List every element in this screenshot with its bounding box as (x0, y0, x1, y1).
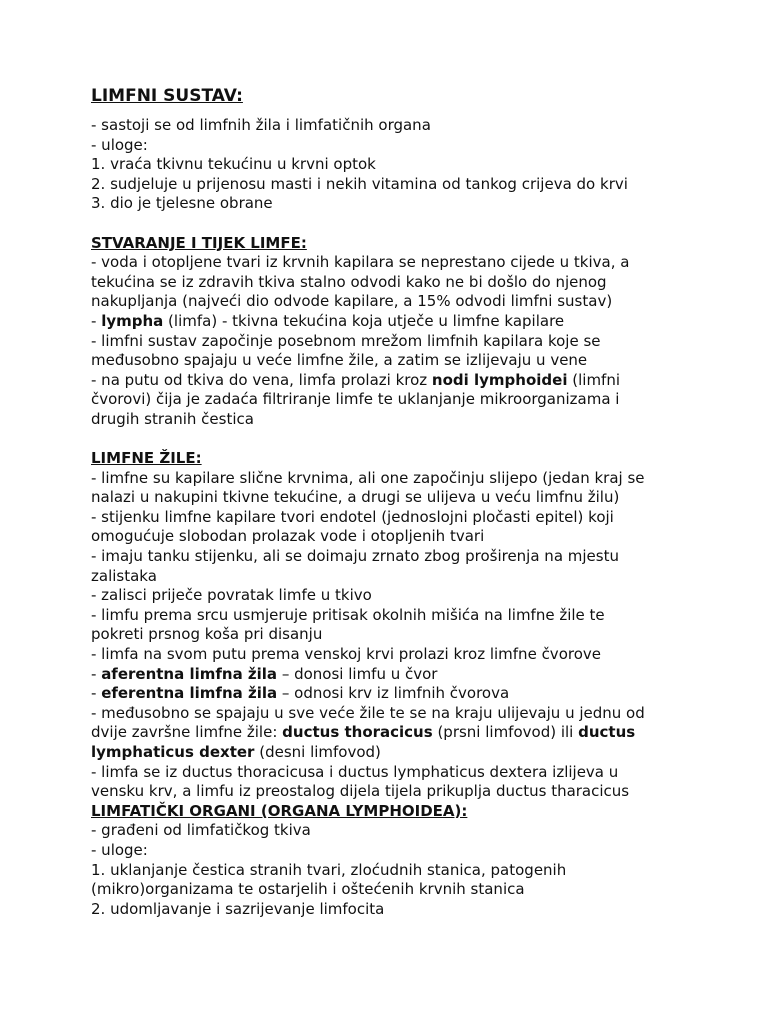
text-line (91, 371, 701, 391)
text-line (91, 665, 701, 685)
text-run: (limfa) - tkivna tekućina koja utječe u limfne kapilare (163, 311, 565, 330)
text-run: - (91, 684, 102, 703)
text-run: (limfni (567, 370, 621, 389)
text-line: - limfu prema srcu usmjeruje pritisak okolnih mišića na limfne žile te (91, 605, 605, 624)
text-line: - limfa na svom putu prema venskoj krvi prolazi kroz limfne čvorove (91, 645, 601, 664)
term-ductus-thoracicus: ductus thoracicus (282, 723, 433, 742)
text-line: - uloge: (91, 840, 148, 859)
text-line: (mikro)organizama te ostarjelih i oštećenih krvnih stanica (91, 880, 525, 899)
paragraph-gap (91, 214, 701, 234)
term-aferentna: aferentna limfna žila (101, 664, 278, 683)
text-line: - limfne su kapilare slične krvnima, ali one započinju slijepo (jedan kraj se (91, 468, 645, 487)
text-run: - (91, 664, 102, 683)
text-line: - limfa se iz ductus thoracicusa i ductus lymphaticus dextera izlijeva u (91, 762, 619, 781)
text-line: - imaju tanku stijenku, ali se doimaju zrnato zbog proširenja na mjestu (91, 547, 619, 566)
text-line: tekućina se iz zdravih tkiva stalno odvodi kako ne bi došlo do njenog (91, 272, 607, 291)
text-run: (desni limfovod) (254, 743, 381, 761)
text-line: 2. udomljavanje i sazrijevanje limfocita (91, 899, 385, 918)
intro-line: 2. sudjeluje u prijenosu masti i nekih vitamina od tankog crijeva do krvi (91, 174, 628, 193)
text-line: - građeni od limfatičkog tkiva (91, 821, 311, 840)
text-line: - međusobno se spajaju u sve veće žile te se na kraju ulijevaju u jednu od (91, 703, 645, 722)
text-line: vensku krv, a limfu iz preostalog dijela tijela prikuplja ductus tharacicus (91, 782, 630, 801)
text-line: - limfni sustav započinje posebnom mrežom limfnih kapilara koje se (91, 331, 601, 350)
section-heading-stvaranje: STVARANJE I TIJEK LIMFE: (91, 233, 307, 252)
text-run: – odnosi krv iz limfnih čvorova (277, 684, 510, 703)
text-line (91, 312, 701, 332)
text-line: nalazi u nakupini tkivne tekućine, a drugi se ulijeva u veću limfnu žilu) (91, 488, 620, 507)
text-line: međusobno spajaju u veće limfne žile, a zatim se izlijevaju u vene (91, 351, 588, 370)
text-line: čvorovi) čija je zadaća filtriranje limfe te uklanjanje mikroorganizama i (91, 390, 620, 409)
term-ductus: ductus (578, 723, 636, 742)
text-run: - (91, 311, 102, 330)
text-line (91, 684, 701, 704)
text-line: - stijenku limfne kapilare tvori endotel (jednoslojni pločasti epitel) koji (91, 507, 614, 526)
text-line: - zalisci priječe povratak limfe u tkivo (91, 586, 372, 605)
text-line: pokreti prsnog koša pri disanju (91, 625, 323, 644)
term-eferentna: eferentna limfna žila (101, 684, 278, 703)
text-line: zalistaka (91, 566, 157, 585)
term-nodi-lymphoidei: nodi lymphoidei (431, 370, 568, 389)
document-title: LIMFNI SUSTAV: (91, 86, 243, 106)
section-heading-limfaticki-organi: LIMFATIČKI ORGANI (ORGANA LYMPHOIDEA): (91, 801, 468, 820)
intro-line: 1. vraća tkivnu tekućinu u krvni optok (91, 155, 376, 174)
section-heading-limfne-zile: LIMFNE ŽILE: (91, 449, 202, 468)
term-lympha: lympha (101, 311, 164, 330)
text-run: dvije završne limfne žile: (91, 723, 283, 742)
intro-line: - sastoji se od limfnih žila i limfatičnih organa (91, 116, 431, 134)
text-line: nakupljanja (najveći dio odvode kapilare, a 15% odvodi limfni sustav) (91, 292, 613, 311)
intro-line: - uloge: (91, 135, 148, 154)
text-line (91, 743, 701, 763)
document-body (91, 85, 701, 919)
text-line: - voda i otopljene tvari iz krvnih kapilara se neprestano cijede u tkiva, a (91, 253, 630, 272)
text-run: – donosi limfu u čvor (277, 664, 438, 683)
intro-line: 3. dio je tjelesne obrane (91, 194, 273, 213)
text-line: omogućuje slobodan prolazak vode i otopljenih tvari (91, 527, 485, 546)
term-lymphaticus-dexter: lymphaticus dexter (91, 743, 255, 761)
text-run: (prsni limfovod) ili (432, 723, 579, 742)
text-line: 1. uklanjanje čestica stranih tvari, zloćudnih stanica, patogenih (91, 860, 567, 879)
text-line: drugih stranih čestica (91, 409, 254, 428)
paragraph-gap (91, 430, 701, 450)
text-line (91, 723, 701, 743)
text-run: - na putu od tkiva do vena, limfa prolazi kroz (91, 370, 432, 389)
